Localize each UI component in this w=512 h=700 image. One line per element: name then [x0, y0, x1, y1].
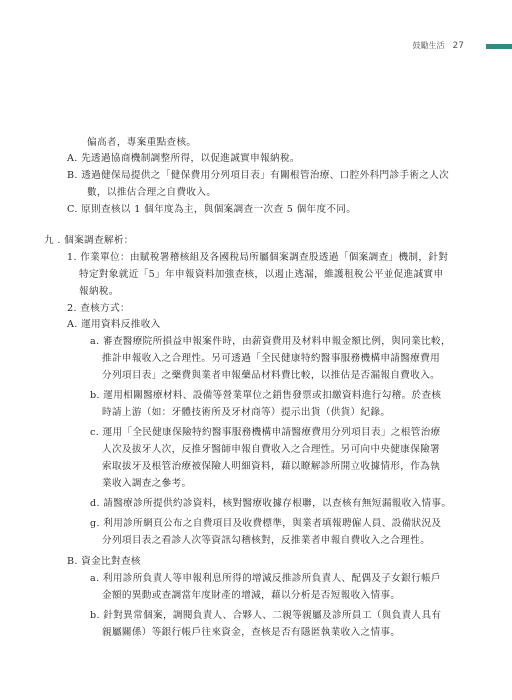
list-item-c: C. 原則查核以 1 個年度為主，與個案調查一次查 5 個年度不同。 — [67, 204, 357, 215]
page-number: 27 — [452, 40, 464, 51]
text-line: 時請上游（如：牙體技術所及牙材商等）提示出貨（供貨）紀錄。 — [102, 407, 391, 418]
list-item-d: d. 請醫療診所提供約診資料，核對醫療收據存根聯，以查核有無短漏報收入情事。 — [90, 498, 452, 509]
text-line: 親屬關係）等銀行帳戶往來資金，查核是否有隱匿執業收入之情事。 — [102, 627, 401, 638]
section-title: 鼓勵生活 — [412, 41, 445, 50]
text-line: 特定對象就近「5」年申報資料加強查核，以遏止逃漏，維護租稅公平並促進誠實申 — [79, 269, 444, 280]
text-line: 業收入調查之參考。 — [102, 478, 192, 489]
subheading-b: B. 資金比對查核 — [67, 556, 141, 567]
list-item-a: a. 審查醫療院所損益申報案件時，由薪資費用及材料申報金額比例，與同業比較， — [90, 336, 451, 347]
list-item-g: g. 利用診所網頁公布之自費項目及收費標準，與業者填報聘僱人員、設備狀況及 — [90, 518, 442, 529]
list-item-2: 2. 查核方式： — [67, 303, 130, 314]
section-heading: 九 . 個案調查解析： — [44, 235, 134, 246]
text-line: 偏高者，專案重點查核。 — [87, 137, 197, 148]
running-header — [413, 40, 464, 51]
list-item-b: b. 針對異常個案，調閱負責人、合夥人、二親等親屬及診所員工（與負責人具有 — [90, 610, 442, 621]
list-item-1: 1. 作業單位：由賦稅署稽核組及各國稅局所屬個案調查股透過「個案調查」機制，針對 — [67, 252, 449, 263]
text-line: 分列項目表」之藥費與業者申報藥品材料費比較，以推估是否漏報自費收入。 — [102, 370, 441, 381]
text-line: 索取拔牙及根管治療被保險人明細資料，藉以瞭解診所開立收據情形，作為執 — [102, 461, 441, 472]
text-line: 分列項目表之看診人次等資訊勾稽核對，反推業者申報自費收入之合理性。 — [102, 535, 431, 546]
list-item-b: b. 運用相關醫療材料、設備等營業單位之銷售發票或扣繳資料進行勾稽。於查核 — [90, 390, 442, 401]
text-line: 人次及拔牙人次，反推牙醫師申報自費收入之合理性。另可向中央健康保險署 — [102, 444, 441, 455]
subheading-a: A. 運用資料反推收入 — [67, 319, 161, 330]
text-line: 報納稅。 — [79, 286, 119, 297]
list-item-a: a. 利用診所負責人等申報利息所得的增減反推診所負責人、配偶及子女銀行帳戶 — [90, 573, 441, 584]
list-item-a: A. 先透過協商機制調整所得，以促進誠實申報納稅。 — [67, 153, 300, 164]
text-line: 數，以推估合理之自費收入。 — [87, 187, 217, 198]
list-item-c: c. 運用「全民健康保險特約醫事服務機構申請醫療費用分列項目表」之根管治療 — [90, 427, 441, 438]
text-line: 推計申報收入之合理性。另可透過「全民健康特約醫事服務機構申請醫療費用 — [102, 353, 441, 364]
text-line: 金額的異動或查調當年度財產的增減，藉以分析是否短報收入情事。 — [102, 590, 401, 601]
list-item-b: B. 透過健保局提供之「健保費用分列項目表」有關根管治療、口腔外科門診手術之人次 — [67, 170, 450, 181]
accent-bar — [486, 44, 512, 49]
